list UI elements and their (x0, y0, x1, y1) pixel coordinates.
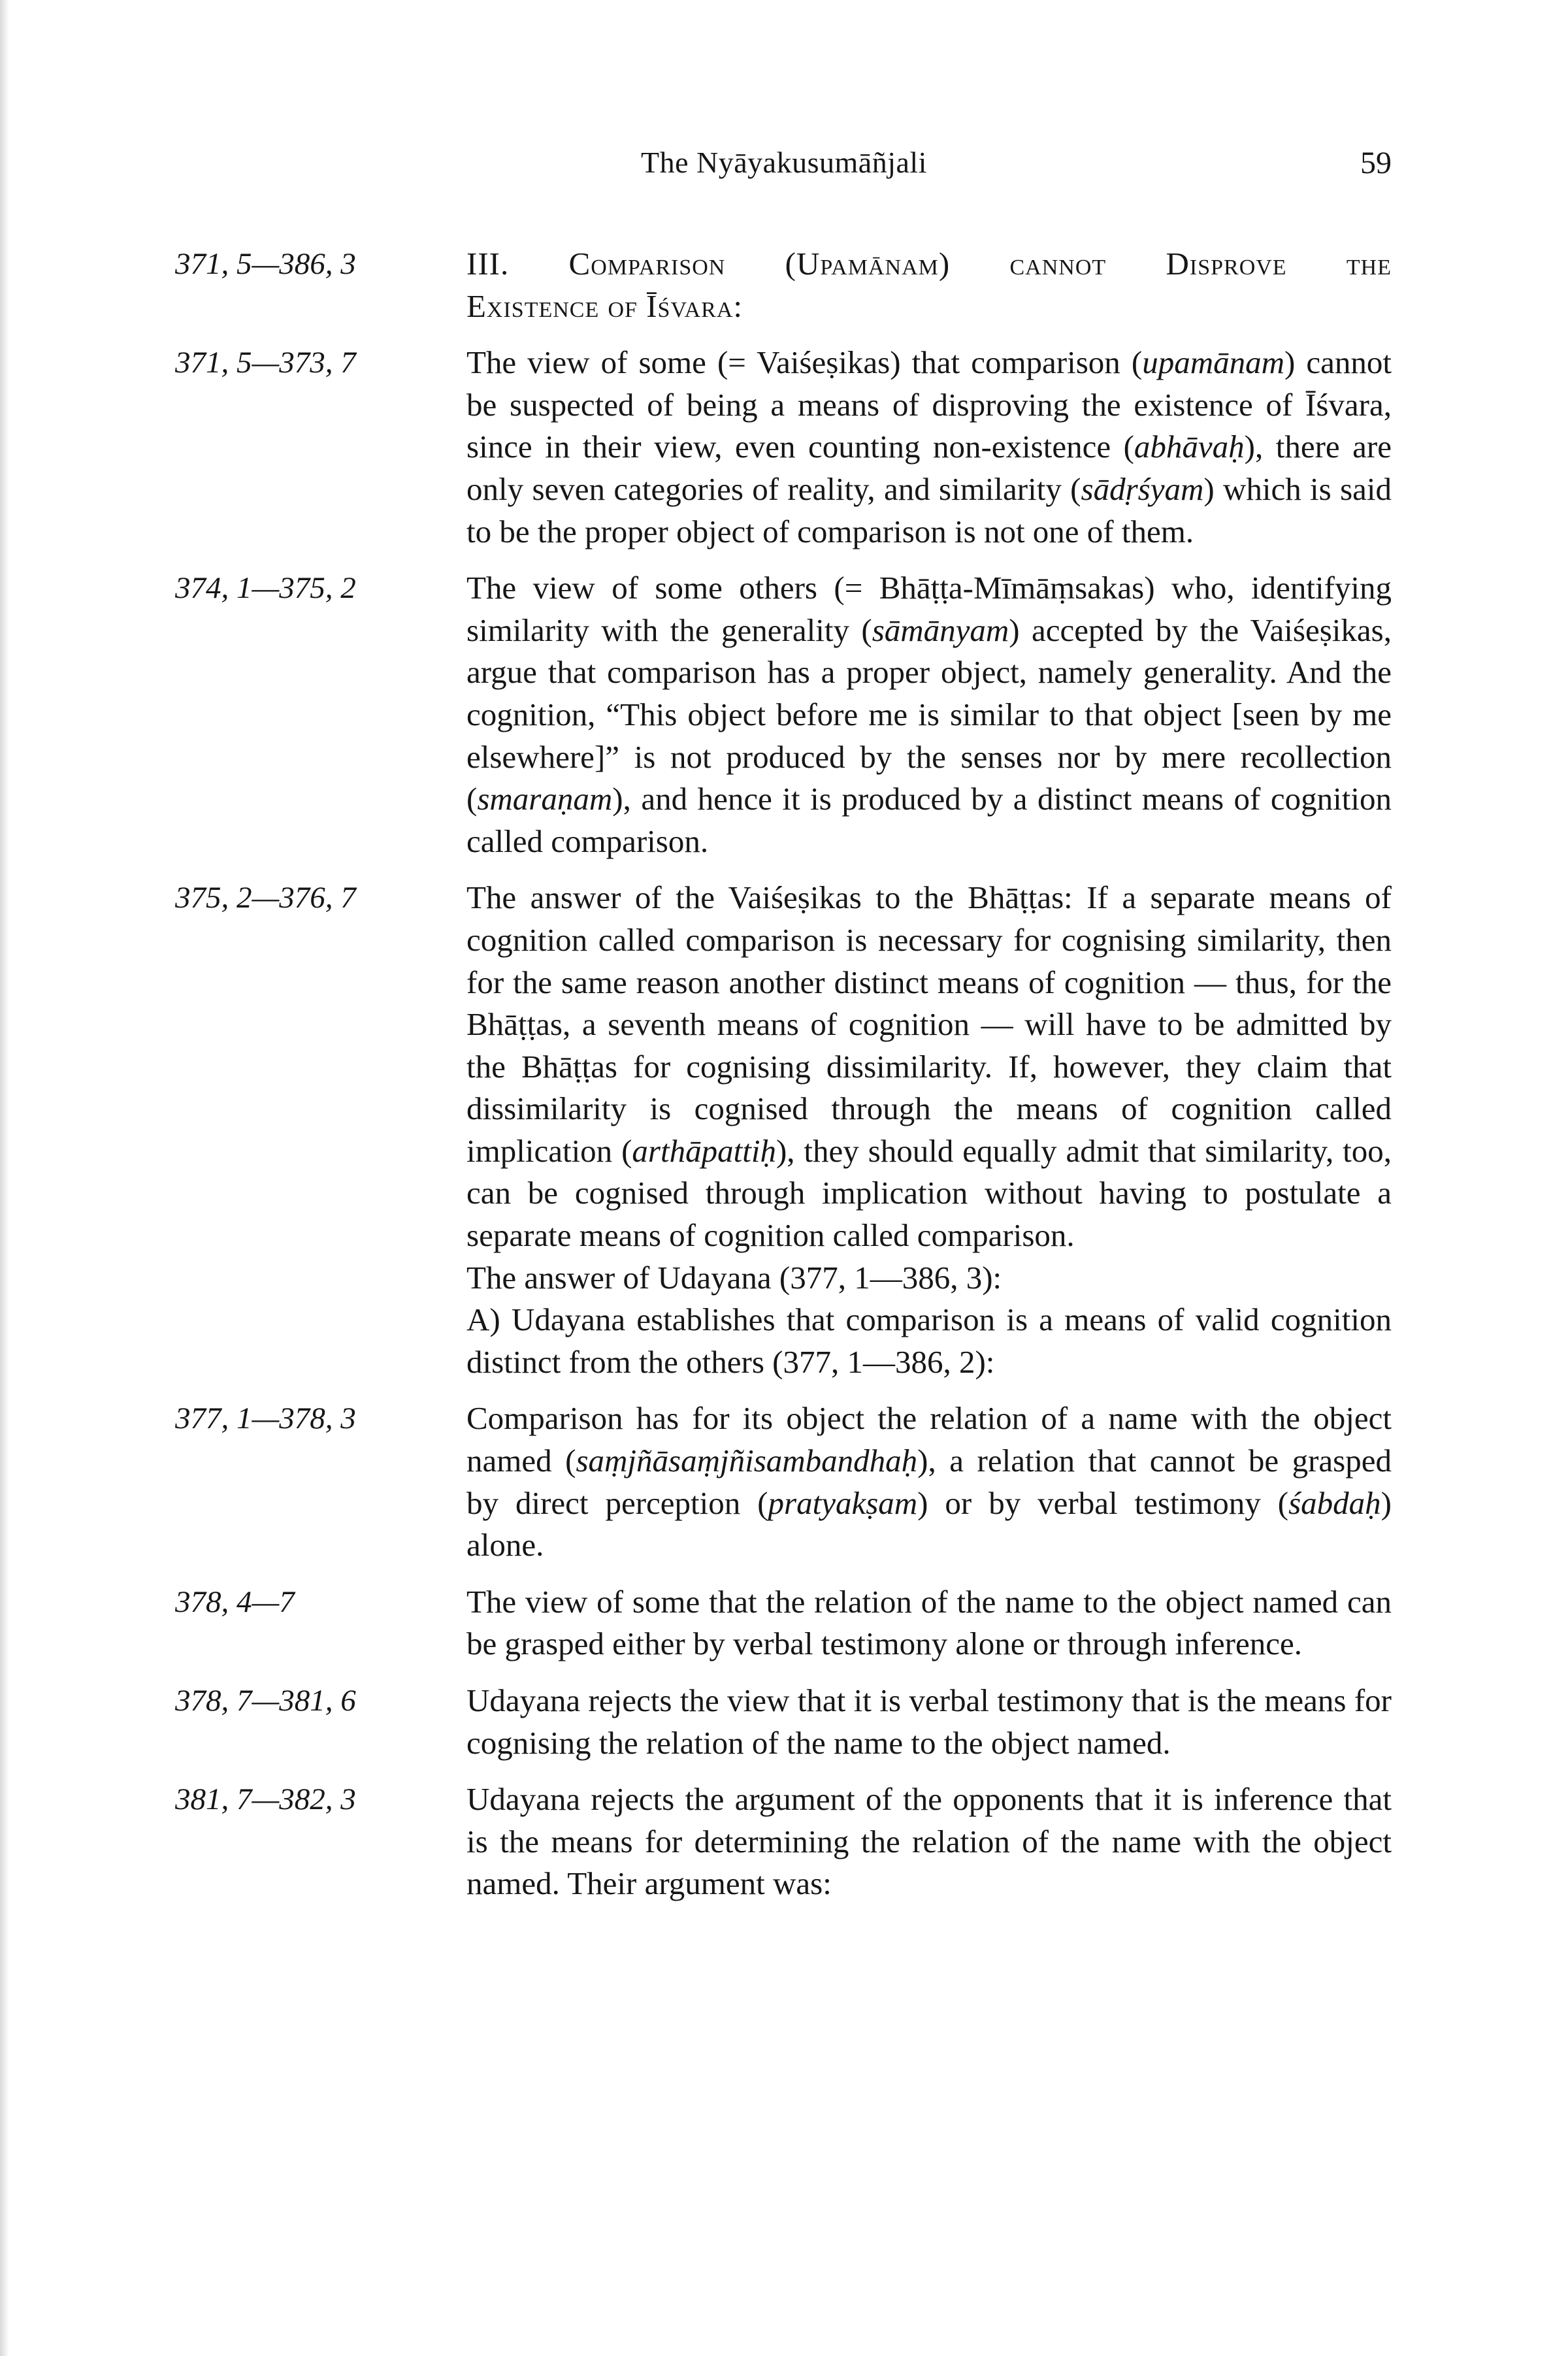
entry-text (466, 342, 1392, 553)
sanskrit-term: pratyakṣam (768, 1484, 918, 1521)
text-run: ) or by verbal testimony ( (917, 1484, 1289, 1521)
scan-edge-shadow (0, 0, 9, 2356)
section-heading-line: III. Comparison (Upamānam) cannot Disprove the (466, 246, 1392, 282)
entry-text (466, 1680, 1392, 1764)
page-header (0, 145, 1568, 191)
synopsis-entry (175, 1680, 1392, 1764)
synopsis-entry (175, 1581, 1392, 1665)
sanskrit-term: arthāpattiḥ (632, 1132, 776, 1169)
synopsis-entry (175, 1778, 1392, 1905)
sanskrit-term: smaraṇam (477, 781, 613, 817)
text-run: The view of some others (= Bhāṭṭa-Mīmāṃsakas) who, identifying similarity with the generality ( (466, 570, 1392, 648)
running-title: The Nyāyakusumāñjali (641, 146, 927, 179)
sanskrit-term: sādṛśyam (1081, 470, 1204, 507)
reference-range: 371, 5—373, 7 (175, 346, 356, 380)
synopsis-entry (175, 567, 1392, 862)
reference-range: 375, 2—376, 7 (175, 881, 356, 915)
sanskrit-term: saṃjñāsaṃjñisambandhaḥ (576, 1443, 918, 1479)
sanskrit-term: sāmānyam (872, 612, 1009, 648)
synopsis-entry (175, 243, 1392, 327)
entry-text (466, 567, 1392, 862)
entry-text (466, 877, 1392, 1383)
entry-text (466, 1581, 1392, 1665)
text-run: ), there are only seven categories of reality, and similarity ( (466, 429, 1392, 507)
synopsis-entry (175, 877, 1392, 1383)
text-run: Comparison has for its object the relation of a name with the object named ( (466, 1400, 1392, 1479)
text-run: The view of some (= Vaiśeṣikas) that comparison ( (466, 344, 1143, 381)
reference-range: 371, 5—386, 3 (175, 247, 356, 281)
paragraph (466, 567, 1392, 862)
reference-range: 377, 1—378, 3 (175, 1401, 356, 1436)
paragraph (466, 877, 1392, 1256)
entry-text (466, 1778, 1392, 1905)
text-run: The answer of the Vaiśeṣikas to the Bhāṭṭas: If a separate means of cognition called comparison is necessary for cognising similarity, then for the same reason another distinct means of cognition — thus, for the Bhāṭṭas, a seventh means of cognition — will have to be admitted by the Bhāṭṭas for cognising dissimilarity. If, however, they claim that dissimilarity is cognised through the means of cognition called implication ( (466, 879, 1392, 1169)
paragraph (466, 1398, 1392, 1566)
page-number: 59 (1360, 146, 1392, 180)
text-run: ) cannot be suspected of being a means of disproving the existence of Īśvara, since in their view, even counting non-existence ( (466, 344, 1392, 465)
sanskrit-term: abhāvaḥ (1134, 429, 1245, 465)
text-run: ), they should equally admit that similarity, too, can be cognised through implication without having to postulate a separate means of cognition called comparison. (466, 1132, 1392, 1254)
reference-range: 378, 7—381, 6 (175, 1684, 356, 1718)
reference-range: 374, 1—375, 2 (175, 571, 356, 606)
text-run: ) accepted by the Vaiśeṣikas, argue that comparison has a proper object, namely generality. And the cognition, “This object before me is similar to that object [seen by me elsewhere]” is not produced by the senses nor by mere recollection ( (466, 612, 1392, 817)
section-heading (466, 243, 1392, 327)
text-run: ), a relation that cannot be grasped by direct perception ( (466, 1443, 1392, 1521)
sanskrit-term: śabdaḥ (1288, 1484, 1381, 1521)
sanskrit-term: upamānam (1142, 344, 1284, 381)
section-heading-line: Existence of Īśvara: (466, 287, 743, 324)
entry-text (466, 1398, 1392, 1566)
paragraph: A) Udayana establishes that comparison is a means of valid cognition distinct from the others (377, 1—386, 2): (466, 1301, 1392, 1380)
paragraph: The view of some that the relation of the name to the object named can be grasped either by verbal testimony alone or through inference. (466, 1583, 1392, 1662)
paragraph (466, 342, 1392, 553)
synopsis-entry (175, 342, 1392, 553)
text-run: ), and hence it is produced by a distinct means of cognition called comparison. (466, 781, 1392, 859)
text-run: ) alone. (466, 1484, 1392, 1563)
paragraph: Udayana rejects the view that it is verbal testimony that is the means for cognising the relation of the name to the object named. (466, 1682, 1392, 1761)
reference-range: 381, 7—382, 3 (175, 1782, 356, 1817)
reference-range: 378, 4—7 (175, 1584, 295, 1619)
synopsis-entries (175, 243, 1392, 1920)
synopsis-entry (175, 1398, 1392, 1566)
text-run: ) which is said to be the proper object of comparison is not one of them. (466, 470, 1392, 549)
paragraph: Udayana rejects the argument of the opponents that it is inference that is the means for determining the relation of the name with the object named. Their argument was: (466, 1781, 1392, 1902)
paragraph: The answer of Udayana (377, 1—386, 3): (466, 1259, 1002, 1296)
